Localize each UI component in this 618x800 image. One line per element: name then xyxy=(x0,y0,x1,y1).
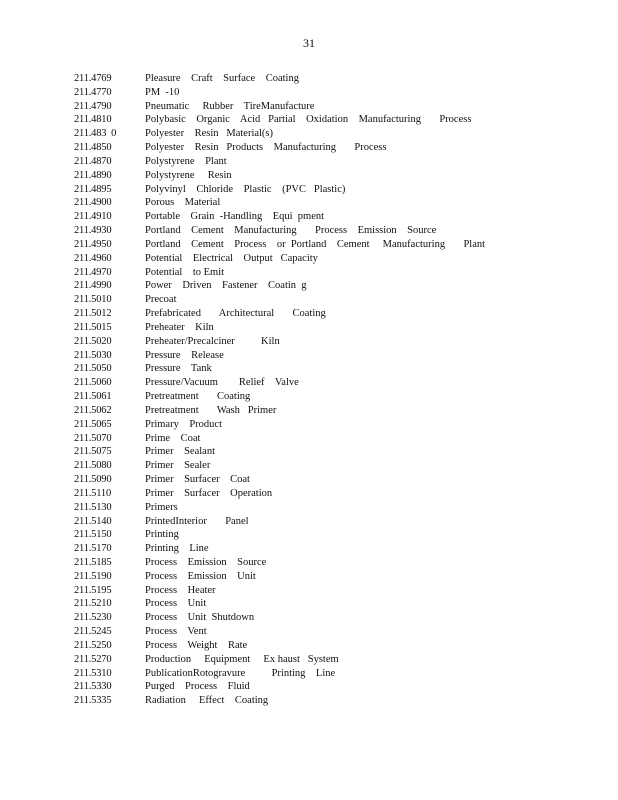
defined-term: Production Equipment Ex haust System xyxy=(145,653,339,665)
defined-term: Prime Coat xyxy=(145,432,201,444)
defined-term: Polyester Resin Products Manufacturing Process xyxy=(145,142,387,154)
index-entry xyxy=(74,556,485,570)
section-number: 211.5020 xyxy=(74,335,112,347)
index-entry xyxy=(74,183,485,197)
section-number: 211.4990 xyxy=(74,280,112,292)
defined-term: Process Emission Source xyxy=(145,556,267,568)
section-number: 211.5185 xyxy=(74,556,112,568)
index-entry xyxy=(74,279,485,293)
defined-term: Pretreatment Wash Primer xyxy=(145,404,277,416)
index-entry xyxy=(74,293,485,307)
defined-term: PrintedInterior Panel xyxy=(145,515,249,527)
section-number: 211.5245 xyxy=(74,626,112,638)
defined-term: PublicationRotogravure Printing Line xyxy=(145,667,336,679)
index-entry xyxy=(74,349,485,363)
index-entry xyxy=(74,694,485,708)
defined-term: Polyvinyl Chloride Plastic (PVC Plastic) xyxy=(145,183,346,195)
section-number: 211.4770 xyxy=(74,86,112,98)
index-entry xyxy=(74,224,485,238)
index-entry xyxy=(74,473,485,487)
defined-term: Primary Product xyxy=(145,418,222,430)
index-entry xyxy=(74,210,485,224)
section-number: 211.483 0 xyxy=(74,128,117,140)
defined-term: Process Unit Shutdown xyxy=(145,612,255,624)
index-entry xyxy=(74,639,485,653)
defined-term: Portland Cement Process or Portland Cement Manufacturing Plant xyxy=(145,238,486,250)
section-number: 211.5110 xyxy=(74,487,111,499)
section-number: 211.5330 xyxy=(74,681,112,693)
section-number: 211.5065 xyxy=(74,418,112,430)
section-number: 211.4895 xyxy=(74,183,112,195)
section-number: 211.5195 xyxy=(74,584,112,596)
index-entry xyxy=(74,321,485,335)
section-number: 211.4850 xyxy=(74,142,112,154)
defined-term: Process Heater xyxy=(145,584,216,596)
index-entry xyxy=(74,238,485,252)
index-entry xyxy=(74,141,485,155)
section-number: 211.5150 xyxy=(74,529,112,541)
section-number: 211.4769 xyxy=(74,73,112,84)
section-number: 211.5230 xyxy=(74,612,112,624)
section-number: 211.5310 xyxy=(74,667,112,679)
defined-term: Porous Material xyxy=(145,197,221,209)
section-number: 211.4810 xyxy=(74,114,112,126)
defined-term: Pleasure Craft Surface Coating xyxy=(145,73,299,84)
index-entry xyxy=(74,155,485,169)
section-number: 211.4930 xyxy=(74,225,112,237)
index-entry xyxy=(74,362,485,376)
index-entry xyxy=(74,266,485,280)
defined-term: Potential to Emit xyxy=(145,266,225,278)
section-number: 211.5012 xyxy=(74,308,112,320)
section-number: 211.5062 xyxy=(74,404,112,416)
index-entry xyxy=(74,667,485,681)
section-number: 211.5061 xyxy=(74,391,112,403)
index-entry xyxy=(74,445,485,459)
defined-term: Purged Process Fluid xyxy=(145,681,250,693)
index-entry xyxy=(74,418,485,432)
section-number: 211.5170 xyxy=(74,543,112,555)
index-entry xyxy=(74,169,485,183)
defined-term: Portable Grain -Handling Equi pment xyxy=(145,211,325,223)
defined-term: Primer Sealer xyxy=(145,460,211,472)
section-number: 211.5190 xyxy=(74,570,112,582)
index-entry xyxy=(74,404,485,418)
index-entry xyxy=(74,528,485,542)
index-entry xyxy=(74,597,485,611)
defined-term: Power Driven Fastener Coatin g xyxy=(145,280,307,292)
defined-term: Portland Cement Manufacturing Process Emission Source xyxy=(145,225,437,237)
defined-term: Pressure Release xyxy=(145,349,224,361)
defined-term: Primer Surfacer Operation xyxy=(145,487,273,499)
index-entry xyxy=(74,127,485,141)
section-number: 211.5130 xyxy=(74,501,112,513)
defined-term: Precoat xyxy=(145,294,177,306)
index-entry xyxy=(74,459,485,473)
index-entry xyxy=(74,653,485,667)
page-number: 31 xyxy=(303,36,315,50)
section-number: 211.5030 xyxy=(74,349,112,361)
index-entry xyxy=(74,542,485,556)
index-entry xyxy=(74,72,485,86)
defined-term: Preheater Kiln xyxy=(145,321,214,333)
defined-term: Printing Line xyxy=(145,543,209,555)
section-number: 211.5090 xyxy=(74,474,112,486)
section-number: 211.4790 xyxy=(74,100,112,112)
defined-term: Pressure Tank xyxy=(145,363,212,375)
index-entry xyxy=(74,376,485,390)
index-entry xyxy=(74,584,485,598)
defined-term: PM -10 xyxy=(145,86,180,98)
defined-term: Potential Electrical Output Capacity xyxy=(145,252,318,264)
index-entry xyxy=(74,390,485,404)
defined-term: Radiation Effect Coating xyxy=(145,695,269,707)
index-entry xyxy=(74,252,485,266)
index-entry xyxy=(74,307,485,321)
index-entry xyxy=(74,196,485,210)
defined-term: Process Unit xyxy=(145,598,207,610)
index-entry xyxy=(74,113,485,127)
defined-term: Pneumatic Rubber TireManufacture xyxy=(145,100,315,112)
section-number: 211.4970 xyxy=(74,266,112,278)
defined-term: Pressure/Vacuum Relief Valve xyxy=(145,377,299,389)
index-entry xyxy=(74,515,485,529)
index-entry xyxy=(74,432,485,446)
defined-term: Process Vent xyxy=(145,626,207,638)
defined-term: Printing xyxy=(145,529,179,541)
index-entry xyxy=(74,680,485,694)
index-entry xyxy=(74,625,485,639)
section-number: 211.5335 xyxy=(74,695,112,707)
index-entry xyxy=(74,335,485,349)
section-number: 211.5015 xyxy=(74,321,112,333)
index-entry xyxy=(74,570,485,584)
defined-term: Polystyrene Plant xyxy=(145,155,227,167)
section-number: 211.5060 xyxy=(74,377,112,389)
section-number: 211.5050 xyxy=(74,363,112,375)
index-entry xyxy=(74,86,485,100)
defined-term: Primer Sealant xyxy=(145,446,215,458)
defined-term: Polybasic Organic Acid Partial Oxidation Manufacturing Process xyxy=(145,114,472,126)
section-number: 211.4900 xyxy=(74,197,112,209)
section-number: 211.4910 xyxy=(74,211,112,223)
section-number: 211.5010 xyxy=(74,294,112,306)
defined-term: Process Emission Unit xyxy=(145,570,256,582)
section-number: 211.5140 xyxy=(74,515,112,527)
section-number: 211.5070 xyxy=(74,432,112,444)
section-number: 211.4950 xyxy=(74,238,112,250)
defined-term: Polystyrene Resin xyxy=(145,169,232,181)
index-entry xyxy=(74,611,485,625)
section-number: 211.4870 xyxy=(74,155,112,167)
section-number: 211.5075 xyxy=(74,446,112,458)
section-number: 211.5210 xyxy=(74,598,112,610)
section-number: 211.5080 xyxy=(74,460,112,472)
section-number: 211.4890 xyxy=(74,169,112,181)
defined-term: Preheater/Precalciner Kiln xyxy=(145,335,280,347)
defined-term: Primer Surfacer Coat xyxy=(145,474,250,486)
defined-term: Pretreatment Coating xyxy=(145,391,251,403)
section-number: 211.5270 xyxy=(74,653,112,665)
defined-term: Process Weight Rate xyxy=(145,639,248,651)
defined-term: Primers xyxy=(145,501,178,513)
index-entry xyxy=(74,501,485,515)
defined-term: Prefabricated Architectural Coating xyxy=(145,308,326,320)
definition-index-list xyxy=(74,72,485,708)
section-number: 211.4960 xyxy=(74,252,112,264)
index-entry xyxy=(74,487,485,501)
index-entry xyxy=(74,100,485,114)
section-number: 211.5250 xyxy=(74,639,112,651)
defined-term: Polyester Resin Material(s) xyxy=(145,128,274,140)
